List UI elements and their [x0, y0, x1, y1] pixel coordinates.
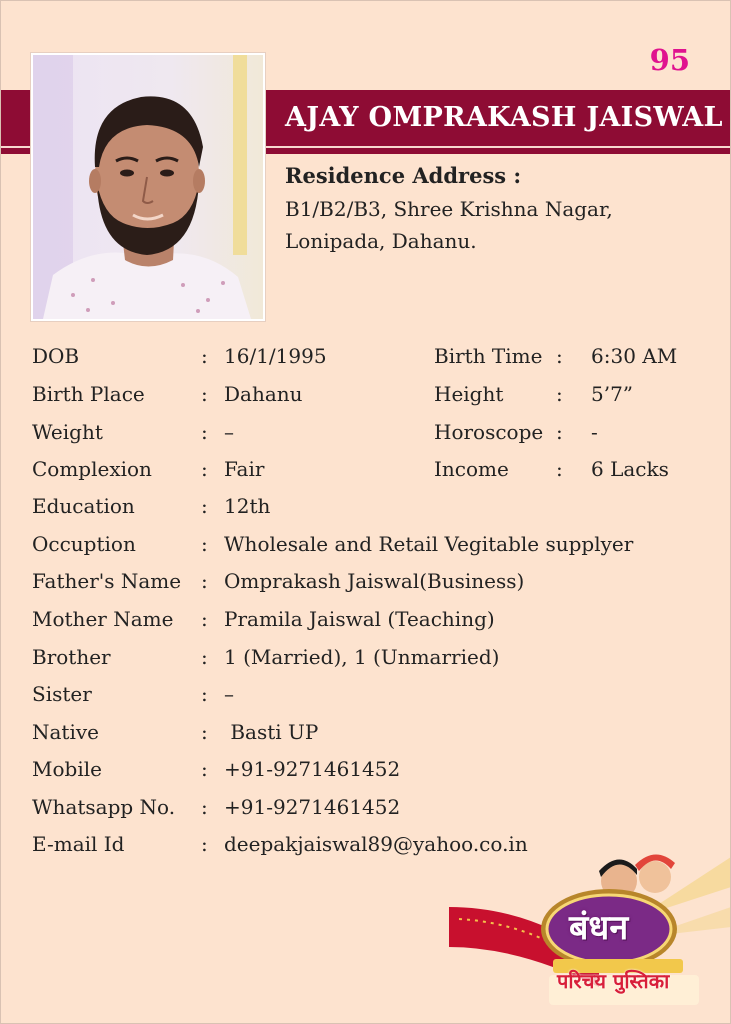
- detail-colon-right: :: [556, 382, 563, 406]
- detail-label: Weight: [32, 420, 103, 444]
- logo-subtitle: परिचय पुस्तिका: [557, 969, 670, 993]
- detail-colon: :: [201, 532, 208, 556]
- detail-value: +91-9271461452: [224, 757, 401, 781]
- detail-colon: :: [201, 420, 208, 444]
- detail-colon: :: [201, 494, 208, 518]
- detail-colon: :: [201, 382, 208, 406]
- logo-title: बंधन: [569, 908, 629, 948]
- detail-value-right: 6 Lacks: [591, 457, 669, 481]
- detail-value: Omprakash Jaiswal(Business): [224, 569, 525, 593]
- detail-label: Education: [32, 494, 135, 518]
- detail-value: 16/1/1995: [224, 344, 327, 368]
- detail-value: –: [224, 682, 234, 706]
- detail-label: Brother: [32, 645, 111, 669]
- profile-photo-image: [33, 55, 263, 319]
- detail-value: Pramila Jaiswal (Teaching): [224, 607, 495, 631]
- detail-value: +91-9271461452: [224, 795, 401, 819]
- detail-label-right: Horoscope: [434, 420, 544, 444]
- detail-colon: :: [201, 645, 208, 669]
- detail-colon-right: :: [556, 420, 563, 444]
- detail-colon: :: [201, 457, 208, 481]
- address-line-1: B1/B2/B3, Shree Krishna Nagar,: [285, 197, 613, 221]
- detail-label: Native: [32, 720, 99, 744]
- detail-label-right: Height: [434, 382, 504, 406]
- detail-label: Father's Name: [32, 569, 182, 593]
- page-number: 95: [649, 43, 690, 77]
- detail-value-right: 5’7”: [591, 382, 634, 406]
- detail-value: Wholesale and Retail Vegitable supplyer: [224, 532, 634, 556]
- detail-colon: :: [201, 832, 208, 856]
- detail-colon: :: [201, 795, 208, 819]
- detail-colon-right: :: [556, 457, 563, 481]
- profile-name: AJAY OMPRAKASH JAISWAL: [285, 102, 723, 133]
- detail-label: Birth Place: [32, 382, 145, 406]
- detail-label: Complexion: [32, 457, 152, 481]
- detail-label: Mother Name: [32, 607, 174, 631]
- detail-colon-right: :: [556, 344, 563, 368]
- detail-value: Dahanu: [224, 382, 303, 406]
- detail-colon: :: [201, 607, 208, 631]
- detail-label: Whatsapp No.: [32, 795, 176, 819]
- detail-colon: :: [201, 720, 208, 744]
- detail-label-right: Income: [434, 457, 509, 481]
- address-label: Residence Address :: [285, 163, 522, 188]
- detail-value: 12th: [224, 494, 271, 518]
- detail-label-right: Birth Time: [434, 344, 543, 368]
- detail-label: Occuption: [32, 532, 136, 556]
- detail-label: E-mail Id: [32, 832, 125, 856]
- detail-value: Fair: [224, 457, 265, 481]
- bandhan-logo: [449, 847, 731, 1024]
- detail-colon: :: [201, 682, 208, 706]
- detail-value-right: -: [591, 420, 598, 444]
- detail-colon: :: [201, 569, 208, 593]
- detail-value: Basti UP: [224, 720, 319, 744]
- detail-label: Mobile: [32, 757, 102, 781]
- detail-label: Sister: [32, 682, 92, 706]
- address-line-2: Lonipada, Dahanu.: [285, 229, 477, 253]
- detail-value: 1 (Married), 1 (Unmarried): [224, 645, 500, 669]
- detail-label: DOB: [32, 344, 80, 368]
- detail-colon: :: [201, 757, 208, 781]
- detail-value-right: 6:30 AM: [591, 344, 678, 368]
- detail-value: deepakjaiswal89@yahoo.co.in: [224, 832, 528, 856]
- detail-value: –: [224, 420, 234, 444]
- detail-colon: :: [201, 344, 208, 368]
- profile-photo: [31, 53, 265, 321]
